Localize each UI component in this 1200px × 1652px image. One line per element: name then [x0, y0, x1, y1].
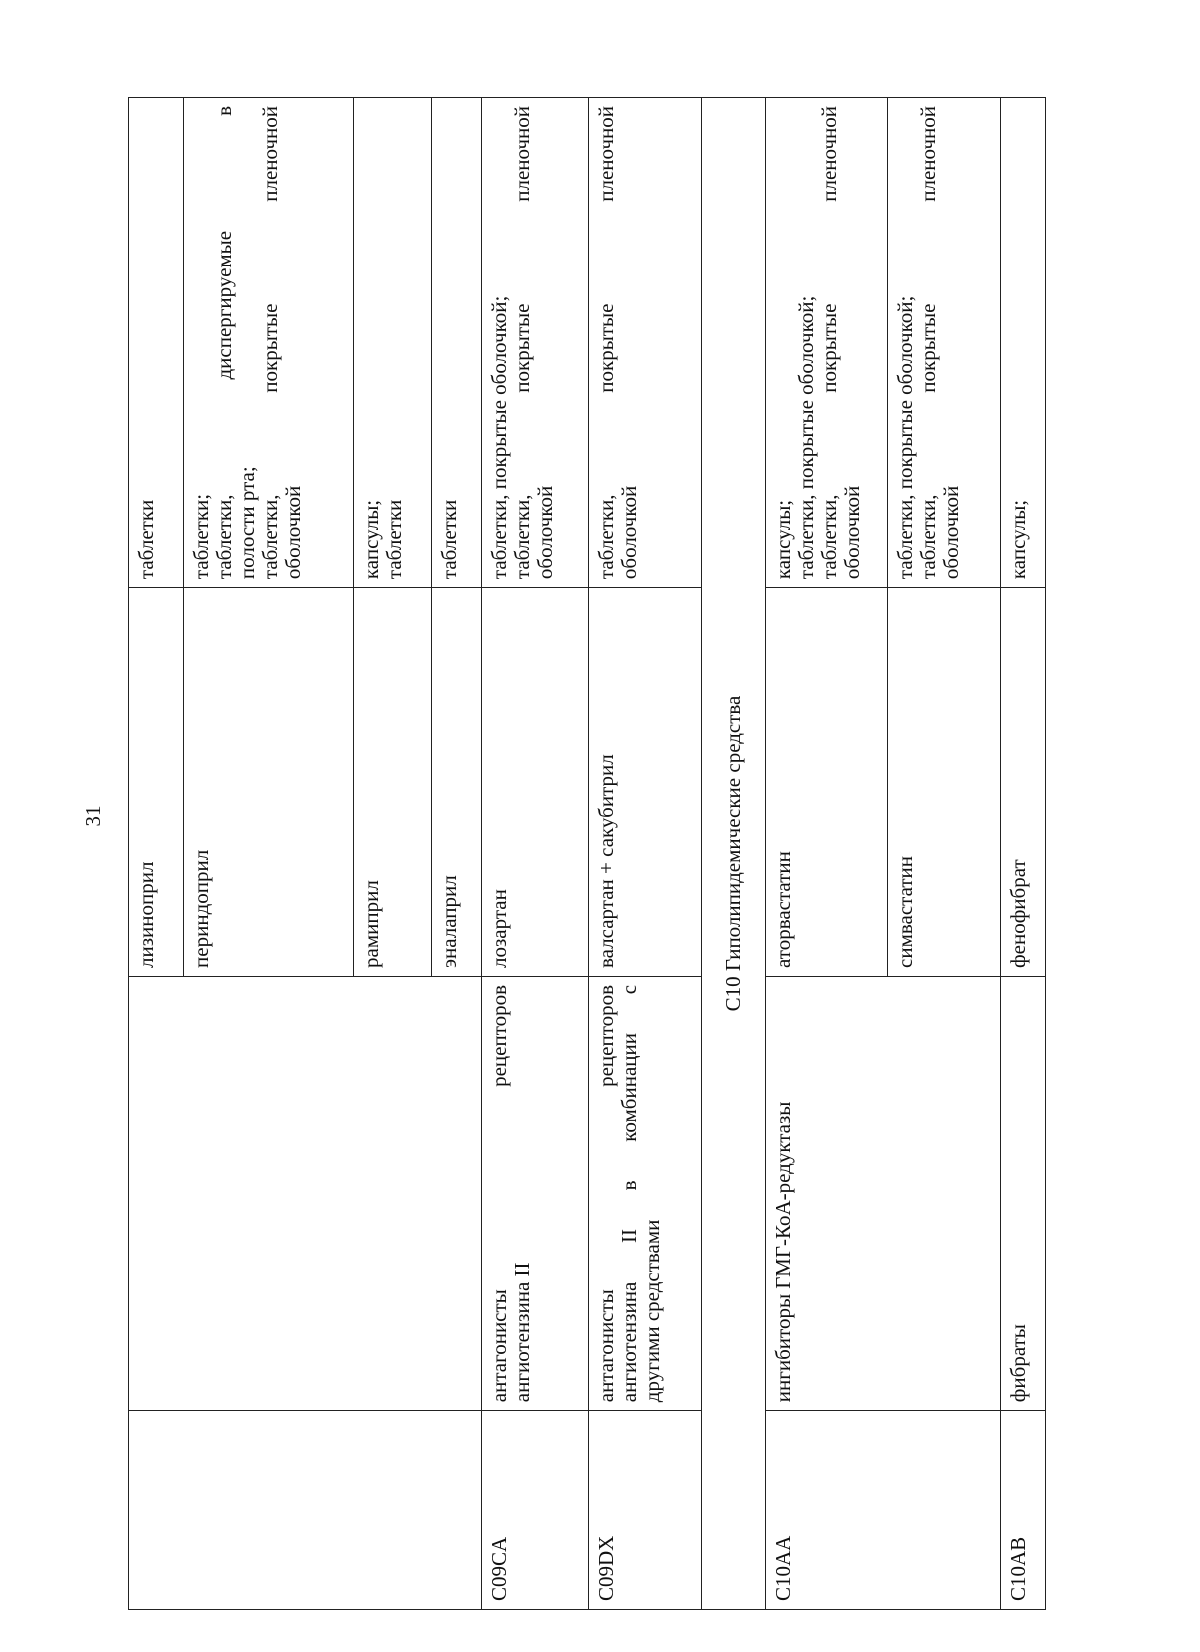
atc-code: C10AA [771, 1535, 795, 1601]
drug-name: эналаприл [437, 875, 461, 968]
drug-name: фенофибрат [1006, 859, 1030, 968]
page-number: 31 [81, 805, 105, 827]
drug-cell [1001, 588, 1046, 977]
group-line: антагонисты рецепторов [487, 984, 511, 1403]
group-line: фибраты [1006, 1324, 1030, 1403]
group-line: ангиотензина II в комбинации с [617, 984, 641, 1403]
atc-code: C09DX [594, 1535, 618, 1601]
drug-cell [432, 588, 482, 977]
form-line: таблетки, покрытые оболочкой; [487, 295, 511, 580]
drug-name: рамиприл [359, 880, 383, 968]
form-line: таблетки, покрытые оболочкой; [794, 295, 818, 580]
code-cell [1001, 1411, 1046, 1610]
form-line: таблетки [437, 499, 461, 580]
drug-table [128, 97, 1046, 1610]
table-row [1001, 98, 1046, 1610]
drug-name: лозартан [487, 889, 511, 968]
group-line: другими средствами [640, 1219, 664, 1403]
atc-code: C09CA [487, 1536, 511, 1601]
group-cell [1001, 976, 1046, 1410]
group-line: антагонисты рецепторов [594, 984, 618, 1403]
group-cell [766, 976, 1001, 1410]
drug-cell [184, 588, 354, 977]
forms-cell [482, 98, 589, 588]
form-line: оболочкой [281, 485, 305, 580]
forms-cell [129, 98, 184, 588]
group-cell [482, 976, 589, 1410]
form-line: капсулы; [1006, 499, 1030, 580]
form-line: оболочкой [840, 485, 864, 580]
form-line: таблетки, покрытые пленочной [258, 106, 282, 580]
drug-name: лизиноприл [134, 861, 158, 968]
form-line: таблетки, покрытые пленочной [510, 106, 534, 580]
group-line: ангиотензина II [510, 1262, 534, 1403]
drug-name: аторвастатин [771, 851, 795, 968]
drug-cell [482, 588, 589, 977]
forms-cell [354, 98, 432, 588]
section-heading: C10 Гиполипидемические средства [721, 695, 745, 1012]
form-line: таблетки, покрытые пленочной [594, 106, 618, 580]
form-line: полости рта; [235, 466, 259, 580]
forms-cell [1001, 98, 1046, 588]
code-cell [589, 1411, 702, 1610]
table-row [589, 98, 702, 1610]
drug-name: периндоприл [189, 849, 213, 968]
table-row [482, 98, 589, 1610]
drug-name: симвастатин [893, 855, 917, 968]
form-line: капсулы; [359, 499, 383, 580]
form-line: таблетки; [189, 493, 213, 580]
drug-name: валсартан + сакубитрил [594, 754, 618, 968]
form-line: таблетки, покрытые пленочной [916, 106, 940, 580]
form-line: оболочкой [533, 485, 557, 580]
drug-cell [766, 588, 888, 977]
atc-code: C10AB [1006, 1536, 1030, 1601]
drug-cell [589, 588, 702, 977]
section-heading-cell [702, 98, 766, 1610]
code-cell [482, 1411, 589, 1610]
form-line: таблетки, диспергируемые в [212, 106, 236, 580]
drug-cell [354, 588, 432, 977]
drug-cell [129, 588, 184, 977]
forms-cell [184, 98, 354, 588]
drug-table-rotated [128, 97, 1045, 1610]
table-row [702, 98, 766, 1610]
form-line: таблетки, покрытые пленочной [817, 106, 841, 580]
code-cell-empty [129, 1411, 482, 1610]
form-line: таблетки [134, 499, 158, 580]
form-line: таблетки [382, 499, 406, 580]
table-row [766, 98, 888, 1610]
drug-cell [888, 588, 1001, 977]
group-cell [589, 976, 702, 1410]
form-line: оболочкой [939, 485, 963, 580]
form-line: оболочкой [617, 485, 641, 580]
group-line: ингибиторы ГМГ-КоА-редуктазы [771, 1101, 795, 1403]
forms-cell [432, 98, 482, 588]
forms-cell [766, 98, 888, 588]
forms-cell [589, 98, 702, 588]
code-cell [766, 1411, 1001, 1610]
forms-cell [888, 98, 1001, 588]
group-cell-empty [129, 976, 482, 1410]
table-row [129, 98, 184, 1610]
form-line: таблетки, покрытые оболочкой; [893, 295, 917, 580]
form-line: капсулы; [771, 499, 795, 580]
